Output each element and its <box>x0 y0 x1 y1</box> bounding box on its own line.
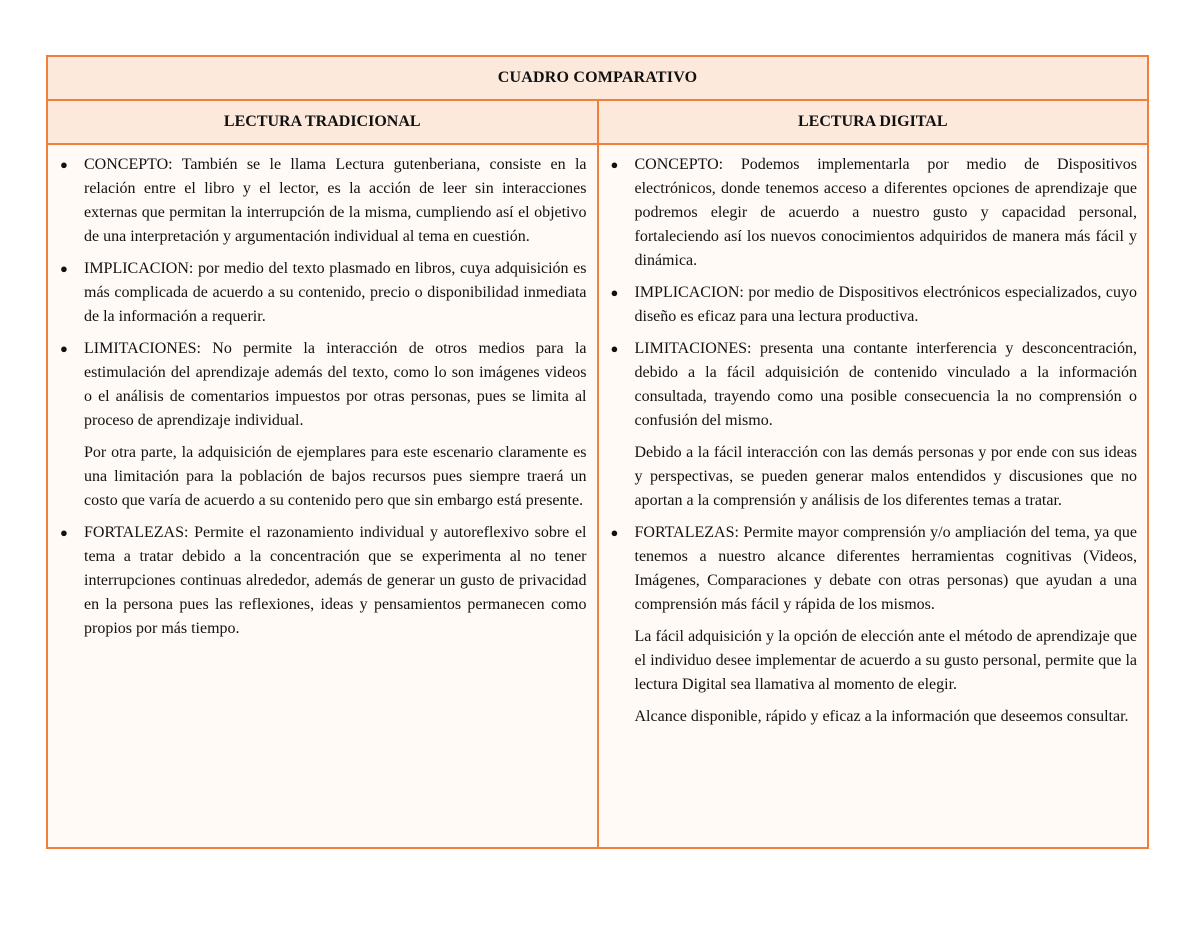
bullet-icon: ● <box>60 525 68 540</box>
list-item-text: LIMITACIONES: presenta una contante interferencia y desconcentración, debido a la fácil adquisición de contenido vinculado a la información consultada, trayendo como una posible consecuencia la no comprensión o confusión del mismo. <box>634 340 1137 429</box>
comparison-table <box>46 55 1149 849</box>
list-item-fortalezas <box>56 521 587 641</box>
header-row <box>47 100 1148 144</box>
list-item-concepto <box>56 153 587 249</box>
title-row <box>47 56 1148 100</box>
list-item-implicacion <box>607 281 1138 329</box>
traditional-reading-list <box>56 153 587 641</box>
column-heading-traditional: LECTURA TRADICIONAL <box>47 100 598 144</box>
traditional-reading-cell <box>47 144 598 848</box>
list-item-fortalezas <box>607 521 1138 729</box>
list-item-text-continued: La fácil adquisición y la opción de elección ante el método de aprendizaje que el individuo desee implementar de acuerdo a su gusto personal, permite que la lectura Digital sea llamativa al momento de elegir. <box>634 628 1137 693</box>
digital-reading-list <box>607 153 1138 729</box>
list-item-concepto <box>607 153 1138 273</box>
list-item-implicacion <box>56 257 587 329</box>
list-item-text: IMPLICACION: por medio de Dispositivos electrónicos especializados, cuyo diseño es eficaz para una lectura productiva. <box>634 284 1137 325</box>
bullet-icon: ● <box>610 157 619 172</box>
list-item-text-continued: Por otra parte, la adquisición de ejemplares para este escenario claramente es una limitación para la población de bajos recursos pues siempre traerá un costo que varía de acuerdo a su contenido pero que sin embargo está presente. <box>84 444 587 509</box>
list-item-text: CONCEPTO: Podemos implementarla por medio de Dispositivos electrónicos, donde tenemos acceso a diferentes opciones de aprendizaje que podremos elegir de acuerdo a nuestro gusto y capacidad personal, fortaleciendo así los nuevos conocimientos adquiridos de manera más fácil y dinámica. <box>634 156 1137 269</box>
bullet-icon: ● <box>610 285 619 300</box>
list-item-text: IMPLICACION: por medio del texto plasmado en libros, cuya adquisición es más complicada de acuerdo a su contenido, precio o disponibilidad inmediata de la información a requerir. <box>84 260 587 325</box>
bullet-icon: ● <box>610 341 619 356</box>
bullet-icon: ● <box>60 261 68 276</box>
digital-reading-cell <box>598 144 1149 848</box>
list-item-text-continued: Debido a la fácil interacción con las demás personas y por ende con sus ideas y perspectivas, se pueden generar malos entendidos y discusiones que no aportan a la comprensión y análisis de los diferentes temas a tratar. <box>634 444 1137 509</box>
list-item-text: FORTALEZAS: Permite mayor comprensión y/o ampliación del tema, ya que tenemos a nuestro alcance diferentes herramientas cognitivas (Videos, Imágenes, Comparaciones y debate con otras personas) que ayudan a una comprensión más fácil y rápida de los mismos. <box>634 524 1137 613</box>
list-item-limitaciones <box>607 337 1138 513</box>
list-item-text-continued: Alcance disponible, rápido y eficaz a la información que deseemos consultar. <box>634 708 1129 725</box>
table-title: CUADRO COMPARATIVO <box>47 56 1148 100</box>
list-item-text: CONCEPTO: También se le llama Lectura gutenberiana, consiste en la relación entre el libro y el lector, es la acción de leer sin interacciones externas que permitan la interrupción de la misma, cumpliendo así el objetivo de una interpretación y argumentación individual al tema en cuestión. <box>84 156 587 245</box>
bullet-icon: ● <box>60 341 68 356</box>
column-heading-digital: LECTURA DIGITAL <box>598 100 1149 144</box>
bullet-icon: ● <box>60 157 68 172</box>
bullet-icon: ● <box>610 525 619 540</box>
list-item-text: LIMITACIONES: No permite la interacción de otros medios para la estimulación del aprendizaje además del texto, como lo son imágenes videos o el análisis de comentarios impuestos por otras personas, pues se limita al proceso de aprendizaje individual. <box>84 340 587 429</box>
content-row <box>47 144 1148 848</box>
list-item-text: FORTALEZAS: Permite el razonamiento individual y autoreflexivo sobre el tema a tratar debido a la concentración que se experimenta al no tener interrupciones continuas alrededor, además de generar un gusto de privacidad en la persona pues las reflexiones, ideas y pensamientos permanecen como propios por más tiempo. <box>84 524 587 637</box>
list-item-limitaciones <box>56 337 587 513</box>
